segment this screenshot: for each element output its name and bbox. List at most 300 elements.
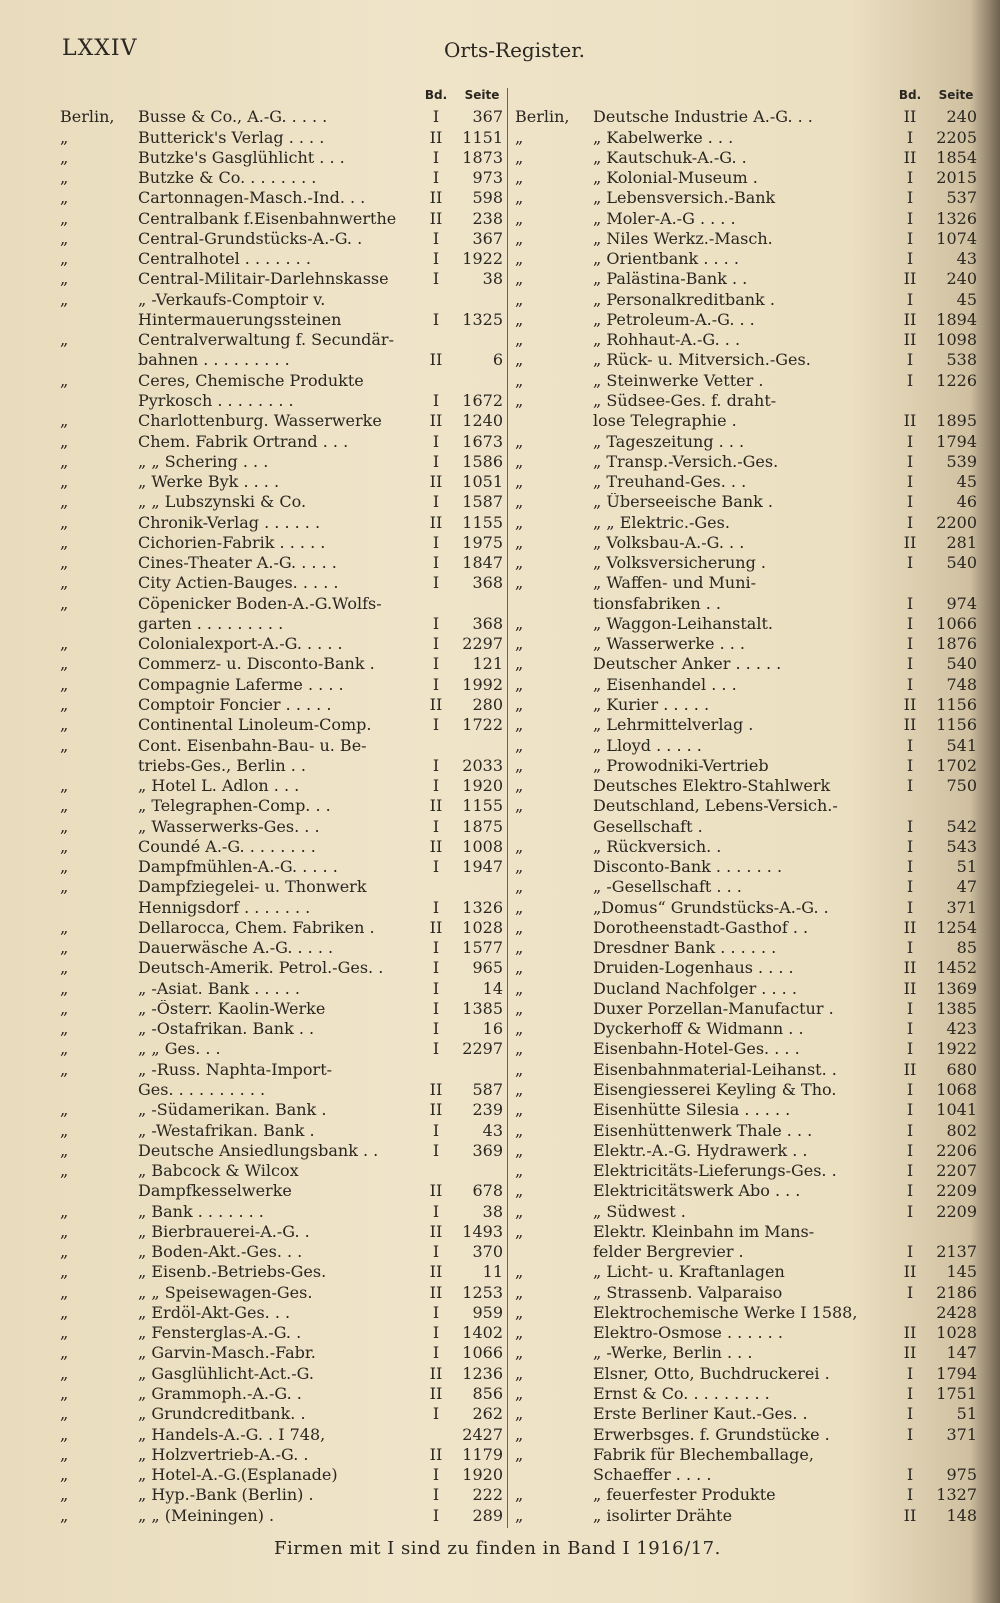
- register-entry: [60, 410, 507, 430]
- entry-name: Charlottenburg. Wasserwerke: [138, 412, 382, 431]
- entry-place: „: [515, 228, 524, 248]
- entry-place: „: [60, 573, 69, 593]
- entry-name: Cont. Eisenbahn-Bau- u. Be-: [138, 736, 367, 755]
- entry-place: „: [60, 512, 69, 532]
- entry-page: 1253: [462, 1282, 503, 1302]
- entry-band: I: [906, 1019, 914, 1039]
- register-entry: [60, 390, 507, 410]
- entry-page: 281: [946, 532, 977, 552]
- entry-place: „: [515, 168, 524, 188]
- register-entry: [60, 1261, 507, 1281]
- entry-name: „ Kabelwerke . . .: [593, 128, 734, 147]
- entry-page: 2428: [936, 1302, 977, 1322]
- bd-header: Bd.: [898, 88, 922, 102]
- entry-page: 1236: [462, 1363, 503, 1383]
- entry-place: „: [515, 1444, 524, 1464]
- entry-page: 1875: [462, 816, 503, 836]
- entry-name: Elsner, Otto, Buchdruckerei .: [593, 1364, 830, 1383]
- register-entry: [60, 1281, 507, 1301]
- entry-page: 802: [946, 1120, 977, 1140]
- register-entry: [60, 268, 507, 288]
- entry-page: 6: [492, 350, 503, 370]
- entry-place: „: [515, 1039, 524, 1059]
- entry-page: 239: [472, 1100, 503, 1120]
- entry-place: „: [515, 998, 524, 1018]
- entry-place: „: [515, 147, 524, 167]
- entry-name: „ Waggon-Leihanstalt.: [593, 614, 773, 633]
- entry-band: I: [432, 431, 440, 451]
- entry-band: I: [906, 1282, 914, 1302]
- entry-place: „: [60, 1221, 69, 1241]
- entry-place: „: [60, 674, 69, 694]
- entry-place: „: [60, 877, 69, 897]
- entry-band: I: [906, 1424, 914, 1444]
- entry-page: 587: [472, 1080, 503, 1100]
- entry-band: I: [432, 654, 440, 674]
- register-entry: [60, 1160, 507, 1180]
- register-entry: [515, 147, 981, 167]
- entry-place: „: [60, 370, 69, 390]
- entry-page: 38: [482, 269, 503, 289]
- entry-place: „: [60, 1343, 69, 1363]
- entry-name: „ Volksversicherung .: [593, 554, 767, 573]
- entry-band: II: [429, 917, 443, 937]
- entry-place: „: [515, 776, 524, 796]
- entry-page: 2137: [936, 1242, 977, 1262]
- entry-page: 2033: [462, 755, 503, 775]
- register-entry: [60, 1241, 507, 1261]
- entry-band: II: [429, 836, 443, 856]
- entry-band: I: [432, 674, 440, 694]
- entry-band: I: [432, 553, 440, 573]
- entry-name: „ Treuhand-Ges. . .: [593, 473, 747, 492]
- entry-band: I: [906, 512, 914, 532]
- entry-place: „: [515, 634, 524, 654]
- register-entry: [60, 369, 507, 389]
- entry-name: Centralbank f.Eisenbahnwerthe: [138, 209, 397, 228]
- entry-page: 1722: [462, 715, 503, 735]
- register-entry: [60, 167, 507, 187]
- entry-page: 856: [472, 1384, 503, 1403]
- entry-page: 1920: [462, 1465, 503, 1485]
- entry-name: Schaeffer . . . .: [593, 1466, 712, 1485]
- entry-name: Dorotheenstadt-Gasthof . .: [593, 918, 809, 937]
- entry-place: „: [515, 370, 524, 390]
- entry-place: „: [515, 472, 524, 492]
- entry-place: „: [515, 451, 524, 471]
- entry-place: „: [515, 674, 524, 694]
- entry-page: 1385: [462, 998, 503, 1018]
- entry-name: Deutsches Elektro-Stahlwerk: [593, 777, 831, 796]
- entry-place: „: [515, 1201, 524, 1221]
- register-entry: [515, 511, 981, 531]
- entry-place: „: [515, 836, 524, 856]
- entry-name: „ Werke Byk . . . .: [138, 473, 280, 492]
- entry-band: I: [906, 370, 914, 390]
- entry-name: Fabrik für Blechemballage,: [593, 1445, 814, 1464]
- entry-place: „: [60, 553, 69, 573]
- right-column: [515, 88, 981, 1523]
- left-column: [60, 88, 507, 1523]
- entry-name: „ Hotel-A.-G.(Esplanade): [138, 1466, 338, 1485]
- entry-page: 1074: [936, 228, 977, 248]
- entry-page: 222: [472, 1485, 503, 1505]
- entry-band: I: [906, 836, 914, 856]
- entry-page: 47: [956, 877, 977, 897]
- entry-place: „: [515, 532, 524, 552]
- entry-name: „ -Werke, Berlin . . .: [593, 1344, 753, 1363]
- entry-band: II: [429, 127, 443, 147]
- entry-place: „: [60, 451, 69, 471]
- entry-name: „ Garvin-Masch.-Fabr.: [138, 1344, 316, 1363]
- entry-page: 965: [472, 958, 503, 978]
- entry-band: I: [906, 1363, 914, 1383]
- entry-name: Centralhotel . . . . . . .: [138, 250, 311, 269]
- entry-band: II: [903, 269, 917, 289]
- register-entry: [60, 977, 507, 997]
- entry-name: „ -Ostafrikan. Bank . .: [138, 1020, 315, 1039]
- entry-band: I: [906, 431, 914, 451]
- entry-page: 598: [472, 188, 503, 208]
- entry-place: „: [515, 755, 524, 775]
- entry-name: Eisengiesserei Keyling & Tho.: [593, 1081, 837, 1100]
- entry-name: „ feuerfester Produkte: [593, 1486, 776, 1505]
- entry-page: 1672: [462, 390, 503, 410]
- entry-band: II: [429, 1363, 443, 1383]
- register-entry: [515, 369, 981, 389]
- register-entry: [515, 106, 981, 126]
- register-entry: [60, 1302, 507, 1322]
- entry-name: Butterick's Verlag . . . .: [138, 128, 325, 147]
- register-entry: [515, 694, 981, 714]
- entry-band: I: [432, 776, 440, 796]
- entry-page: 46: [956, 492, 977, 512]
- entry-place: „: [60, 147, 69, 167]
- register-entry: [515, 126, 981, 146]
- entry-page: 1854: [936, 147, 977, 167]
- entry-place: Berlin,: [515, 107, 570, 127]
- entry-name: Disconto-Bank . . . . . . .: [593, 858, 783, 877]
- entry-place: „: [515, 1282, 524, 1302]
- entry-band: II: [429, 694, 443, 714]
- entry-name: Chronik-Verlag . . . . . .: [138, 513, 321, 532]
- entry-name: Hintermauerungssteinen: [138, 310, 342, 329]
- entry-name: „ Handels-A.-G. . I 748,: [138, 1425, 326, 1444]
- entry-name: „ Rückversich. .: [593, 837, 722, 856]
- entry-name: Dauerwäsche A.-G. . . . .: [138, 939, 334, 958]
- entry-place: „: [60, 1262, 69, 1282]
- entry-name: Compagnie Laferme . . . .: [138, 675, 344, 694]
- entry-place: „: [60, 796, 69, 816]
- column-header: [60, 88, 507, 106]
- register-entry: [60, 228, 507, 248]
- entry-page: 45: [956, 472, 977, 492]
- entry-band: II: [903, 330, 917, 350]
- left-entries: [60, 106, 507, 1525]
- entry-band: I: [432, 1201, 440, 1221]
- entry-band: II: [429, 208, 443, 228]
- register-entry: [60, 815, 507, 835]
- register-entry: [515, 1079, 981, 1099]
- entry-place: „: [515, 654, 524, 674]
- entry-page: 1794: [936, 1363, 977, 1383]
- entry-name: City Actien-Bauges. . . . .: [138, 574, 339, 593]
- entry-page: 1028: [936, 1323, 977, 1343]
- entry-place: „: [515, 127, 524, 147]
- register-entry: [515, 673, 981, 693]
- entry-page: 1325: [462, 309, 503, 329]
- entry-page: 1847: [462, 553, 503, 573]
- register-entry: [515, 451, 981, 471]
- register-entry: [60, 430, 507, 450]
- entry-name: Commerz- u. Disconto-Bank .: [138, 655, 375, 674]
- entry-band: I: [906, 1181, 914, 1201]
- register-entry: [515, 552, 981, 572]
- entry-place: „: [515, 249, 524, 269]
- entry-page: 371: [946, 1424, 977, 1444]
- entry-name: „ Bank . . . . . . .: [138, 1202, 264, 1221]
- entry-name: „ Tageszeitung . . .: [593, 432, 745, 451]
- entry-name: Elektro-Osmose . . . . . .: [593, 1324, 783, 1343]
- register-entry: [515, 815, 981, 835]
- entry-page: 1369: [936, 978, 977, 998]
- entry-page: 1947: [462, 857, 503, 877]
- entry-name: „ Wasserwerks-Ges. . .: [138, 817, 320, 836]
- entry-name: „ Hyp.-Bank (Berlin) .: [138, 1486, 314, 1505]
- register-entry: [60, 775, 507, 795]
- entry-name: Dyckerhoff & Widmann . .: [593, 1020, 804, 1039]
- entry-name: Ernst & Co. . . . . . . . .: [593, 1385, 770, 1403]
- register-entry: [515, 1281, 981, 1301]
- entry-place: „: [60, 1444, 69, 1464]
- entry-place: „: [515, 573, 524, 593]
- entry-name: „ Licht- u. Kraftanlagen: [593, 1263, 785, 1282]
- register-entry: [60, 572, 507, 592]
- entry-band: II: [903, 309, 917, 329]
- entry-name: „ „ Elektric.-Ges.: [593, 513, 730, 532]
- entry-name: „ Kautschuk-A.-G. .: [593, 148, 747, 167]
- register-entry: [60, 552, 507, 572]
- entry-name: „ Wasserwerke . . .: [593, 635, 745, 654]
- entry-band: I: [906, 553, 914, 573]
- entry-place: „: [60, 917, 69, 937]
- entry-band: I: [432, 958, 440, 978]
- register-entry: [60, 1180, 507, 1200]
- register-entry: [515, 795, 981, 815]
- entry-name: „ Lloyd . . . . .: [593, 736, 702, 755]
- entry-name: „ -Russ. Naphta-Import-: [138, 1060, 333, 1079]
- entry-band: I: [906, 1485, 914, 1505]
- entry-band: II: [903, 1323, 917, 1343]
- entry-place: „: [60, 1505, 69, 1525]
- entry-name: Cöpenicker Boden-A.-G.Wolfs-: [138, 594, 382, 613]
- entry-place: „: [60, 938, 69, 958]
- entry-name: Deutschland, Lebens-Versich.-: [593, 797, 838, 816]
- entry-page: 540: [946, 553, 977, 573]
- entry-band: II: [903, 411, 917, 431]
- register-entry: [515, 167, 981, 187]
- entry-band: I: [432, 451, 440, 471]
- register-entry: [60, 633, 507, 653]
- register-entry: [60, 917, 507, 937]
- entry-page: 1028: [462, 917, 503, 937]
- entry-name: felder Bergrevier .: [593, 1243, 744, 1262]
- register-entry: [60, 856, 507, 876]
- register-entry: [515, 1241, 981, 1261]
- register-entry: [60, 1423, 507, 1443]
- register-entry: [515, 876, 981, 896]
- entry-name: „ „ Lubszynski & Co.: [138, 493, 307, 512]
- entry-band: II: [429, 512, 443, 532]
- entry-place: „: [515, 188, 524, 208]
- entry-name: Busse & Co., A.-G. . . . .: [138, 108, 328, 127]
- entry-place: „: [60, 1404, 69, 1424]
- entry-band: II: [903, 917, 917, 937]
- entry-band: I: [432, 228, 440, 248]
- entry-name: Deutsch-Amerik. Petrol.-Ges. .: [138, 959, 384, 978]
- entry-band: I: [906, 938, 914, 958]
- register-entry: [60, 613, 507, 633]
- entry-band: I: [432, 1404, 440, 1424]
- entry-page: 973: [472, 168, 503, 188]
- entry-page: 1151: [462, 127, 503, 147]
- entry-name: „ Lehrmittelverlag .: [593, 716, 754, 735]
- entry-band: I: [906, 1404, 914, 1424]
- register-entry: [515, 957, 981, 977]
- entry-page: 543: [946, 836, 977, 856]
- entry-page: 750: [946, 776, 977, 796]
- entry-name: Deutscher Anker . . . . .: [593, 655, 782, 674]
- entry-place: „: [515, 1363, 524, 1383]
- entry-page: 2209: [936, 1181, 977, 1201]
- entry-band: I: [906, 674, 914, 694]
- entry-place: „: [60, 593, 69, 613]
- entry-place: „: [60, 330, 69, 350]
- entry-name: „ -Westafrikan. Bank .: [138, 1121, 315, 1140]
- entry-name: Deutsche Industrie A.-G. . .: [593, 108, 813, 127]
- entry-page: 680: [946, 1059, 977, 1079]
- entry-page: 1894: [936, 309, 977, 329]
- bd-header: Bd.: [424, 88, 448, 102]
- entry-name: „ Kolonial-Museum .: [593, 169, 758, 188]
- page-title: Orts-Register.: [444, 38, 585, 62]
- entry-name: „ Rohhaut-A.-G. . .: [593, 331, 741, 350]
- entry-band: I: [432, 1302, 440, 1322]
- entry-band: II: [429, 1262, 443, 1282]
- entry-name: Erwerbsges. f. Grundstücke .: [593, 1425, 830, 1444]
- entry-place: „: [60, 958, 69, 978]
- entry-name: „ Eisenhandel . . .: [593, 675, 737, 694]
- register-entry: [515, 207, 981, 227]
- entry-band: I: [906, 1120, 914, 1140]
- entry-place: „: [60, 168, 69, 188]
- register-entry: [60, 714, 507, 734]
- register-entry: [515, 856, 981, 876]
- entry-name: garten . . . . . . . . .: [138, 614, 284, 633]
- entry-band: I: [906, 613, 914, 633]
- register-entry: [515, 1058, 981, 1078]
- entry-page: 1098: [936, 330, 977, 350]
- entry-band: I: [906, 857, 914, 877]
- entry-band: I: [432, 1120, 440, 1140]
- entry-name: triebs-Ges., Berlin . .: [138, 756, 306, 775]
- entry-page: 539: [946, 451, 977, 471]
- entry-name: Duxer Porzellan-Manufactur .: [593, 999, 834, 1018]
- register-entry: [60, 957, 507, 977]
- entry-place: „: [515, 1140, 524, 1160]
- entry-band: I: [906, 208, 914, 228]
- entry-place: „: [60, 1120, 69, 1140]
- entry-place: „: [515, 958, 524, 978]
- entry-band: II: [429, 188, 443, 208]
- entry-name: „ Moler-A.-G . . . .: [593, 209, 736, 228]
- entry-band: II: [429, 350, 443, 370]
- entry-band: I: [432, 715, 440, 735]
- entry-place: „: [60, 1201, 69, 1221]
- entry-place: „: [60, 1019, 69, 1039]
- entry-band: II: [429, 1444, 443, 1464]
- entry-name: „ Südsee-Ges. f. draht-: [593, 391, 777, 410]
- entry-place: „: [60, 776, 69, 796]
- entry-place: „: [60, 1282, 69, 1302]
- entry-page: 1179: [462, 1444, 503, 1464]
- entry-name: Elektr. Kleinbahn im Mans-: [593, 1222, 815, 1241]
- entry-place: „: [515, 715, 524, 735]
- entry-page: 1156: [936, 715, 977, 735]
- entry-band: I: [906, 1100, 914, 1120]
- entry-place: „: [515, 1404, 524, 1424]
- entry-band: I: [432, 897, 440, 917]
- entry-page: 2015: [936, 168, 977, 188]
- entry-place: „: [60, 816, 69, 836]
- register-entry: [60, 755, 507, 775]
- entry-place: „: [515, 1302, 524, 1322]
- entry-page: 1402: [462, 1323, 503, 1343]
- entry-place: „: [60, 654, 69, 674]
- register-entry: [515, 1383, 981, 1403]
- entry-page: 1327: [936, 1485, 977, 1505]
- entry-band: II: [903, 694, 917, 714]
- entry-place: „: [515, 877, 524, 897]
- entry-name: Eisenbahn-Hotel-Ges. . . .: [593, 1040, 800, 1059]
- register-entry: [60, 836, 507, 856]
- entry-place: „: [515, 897, 524, 917]
- register-entry: [515, 572, 981, 592]
- register-entry: [515, 613, 981, 633]
- entry-band: II: [903, 1262, 917, 1282]
- entry-name: „ Strassenb. Valparaiso: [593, 1283, 783, 1302]
- entry-page: 369: [472, 1140, 503, 1160]
- entry-page: 51: [956, 1404, 977, 1424]
- entry-band: I: [906, 168, 914, 188]
- entry-place: „: [515, 1181, 524, 1201]
- register-entry: [515, 1180, 981, 1200]
- register-entry: [515, 755, 981, 775]
- entry-name: Dampfziegelei- u. Thonwerk: [138, 878, 367, 897]
- entry-place: „: [515, 208, 524, 228]
- entry-name: „ Orientbank . . . .: [593, 250, 739, 269]
- entry-name: „ isolirter Drähte: [593, 1506, 733, 1525]
- register-entry: [515, 187, 981, 207]
- entry-name: „ Volksbau-A.-G. . .: [593, 533, 745, 552]
- entry-name: „ Lebensversich.-Bank: [593, 189, 776, 208]
- register-entry: [60, 795, 507, 815]
- entry-place: „: [515, 289, 524, 309]
- entry-band: I: [432, 1343, 440, 1363]
- entry-place: „: [60, 735, 69, 755]
- register-entry: [60, 309, 507, 329]
- entry-place: „: [60, 978, 69, 998]
